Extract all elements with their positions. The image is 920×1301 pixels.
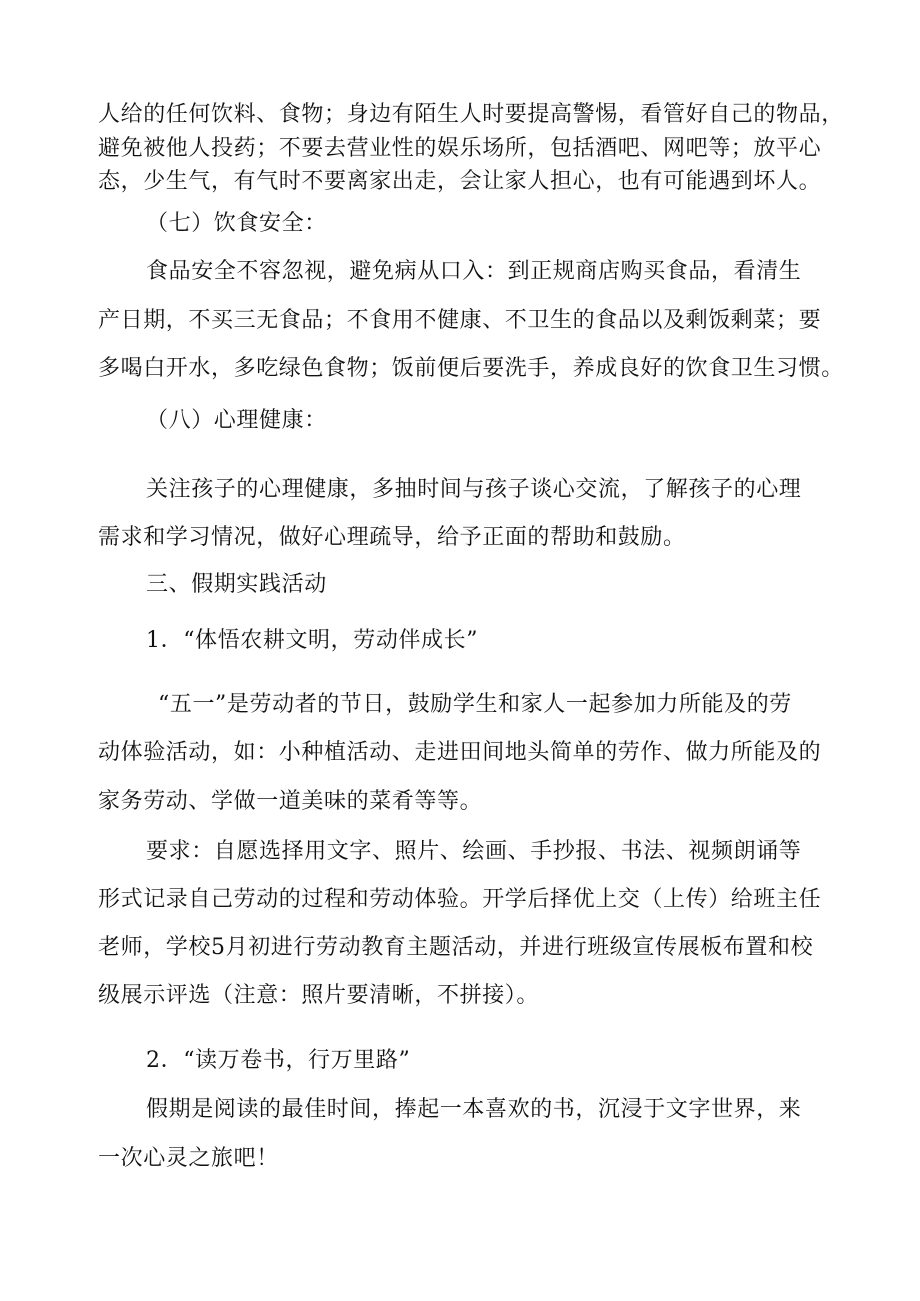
paragraph-line: 人给的任何饮料、食物；身边有陌生人时要提高警惕，看管好自己的物品， bbox=[98, 102, 844, 127]
paragraph-line: 级展示评选（注意：照片要清晰，不拼接）。 bbox=[98, 983, 540, 1008]
subheading-farming-labor: 1．“体悟农耕文明，劳动伴成长” bbox=[146, 628, 479, 653]
section-heading-diet-safety: （七）饮食安全： bbox=[146, 211, 327, 236]
section-heading-holiday-practice: 三、假期实践活动 bbox=[146, 572, 327, 597]
paragraph-line: 食品安全不容忽视，避免病从口入：到正规商店购买食品，看清生 bbox=[146, 259, 802, 284]
paragraph-line: “五一”是劳动者的节日，鼓励学生和家人一起参加力所能及的劳 bbox=[158, 692, 792, 717]
paragraph-line: 避免被他人投药；不要去营业性的娱乐场所，包括酒吧、网吧等；放平心 bbox=[98, 136, 822, 161]
paragraph-line: 多喝白开水，多吃绿色食物；饭前便后要洗手，养成良好的饮食卫生习惯。 bbox=[98, 356, 844, 381]
section-heading-mental-health: （八）心理健康： bbox=[146, 408, 327, 433]
paragraph-line: 需求和学习情况，做好心理疏导，给予正面的帮助和鼓励。 bbox=[98, 525, 686, 550]
paragraph-line: 态，少生气，有气时不要离家出走，会让家人担心，也有可能遇到坏人。 bbox=[98, 169, 822, 194]
paragraph-line: 产日期，不买三无食品；不食用不健康、不卫生的食品以及剩饭剩菜；要 bbox=[98, 308, 822, 333]
subheading-reading: 2．“读万卷书，行万里路” bbox=[146, 1048, 411, 1073]
paragraph-line: 家务劳动、学做一道美味的菜肴等等。 bbox=[98, 789, 483, 814]
paragraph-line: 形式记录自己劳动的过程和劳动体验。开学后择优上交（上传）给班主任 bbox=[98, 887, 822, 912]
paragraph-line: 假期是阅读的最佳时间，捧起一本喜欢的书，沉浸于文字世界，来 bbox=[146, 1097, 802, 1122]
paragraph-line: 老师，学校5月初进行劳动教育主题活动，并进行班级宣传展板布置和校 bbox=[98, 935, 814, 960]
paragraph-line: 动体验活动，如：小种植活动、走进田间地头简单的劳作、做力所能及的 bbox=[98, 740, 822, 765]
paragraph-line: 一次心灵之旅吧！ bbox=[98, 1146, 279, 1171]
paragraph-line: 要求：自愿选择用文字、照片、绘画、手抄报、书法、视频朗诵等 bbox=[146, 839, 802, 864]
paragraph-line: 关注孩子的心理健康，多抽时间与孩子谈心交流，了解孩子的心理 bbox=[146, 477, 802, 502]
